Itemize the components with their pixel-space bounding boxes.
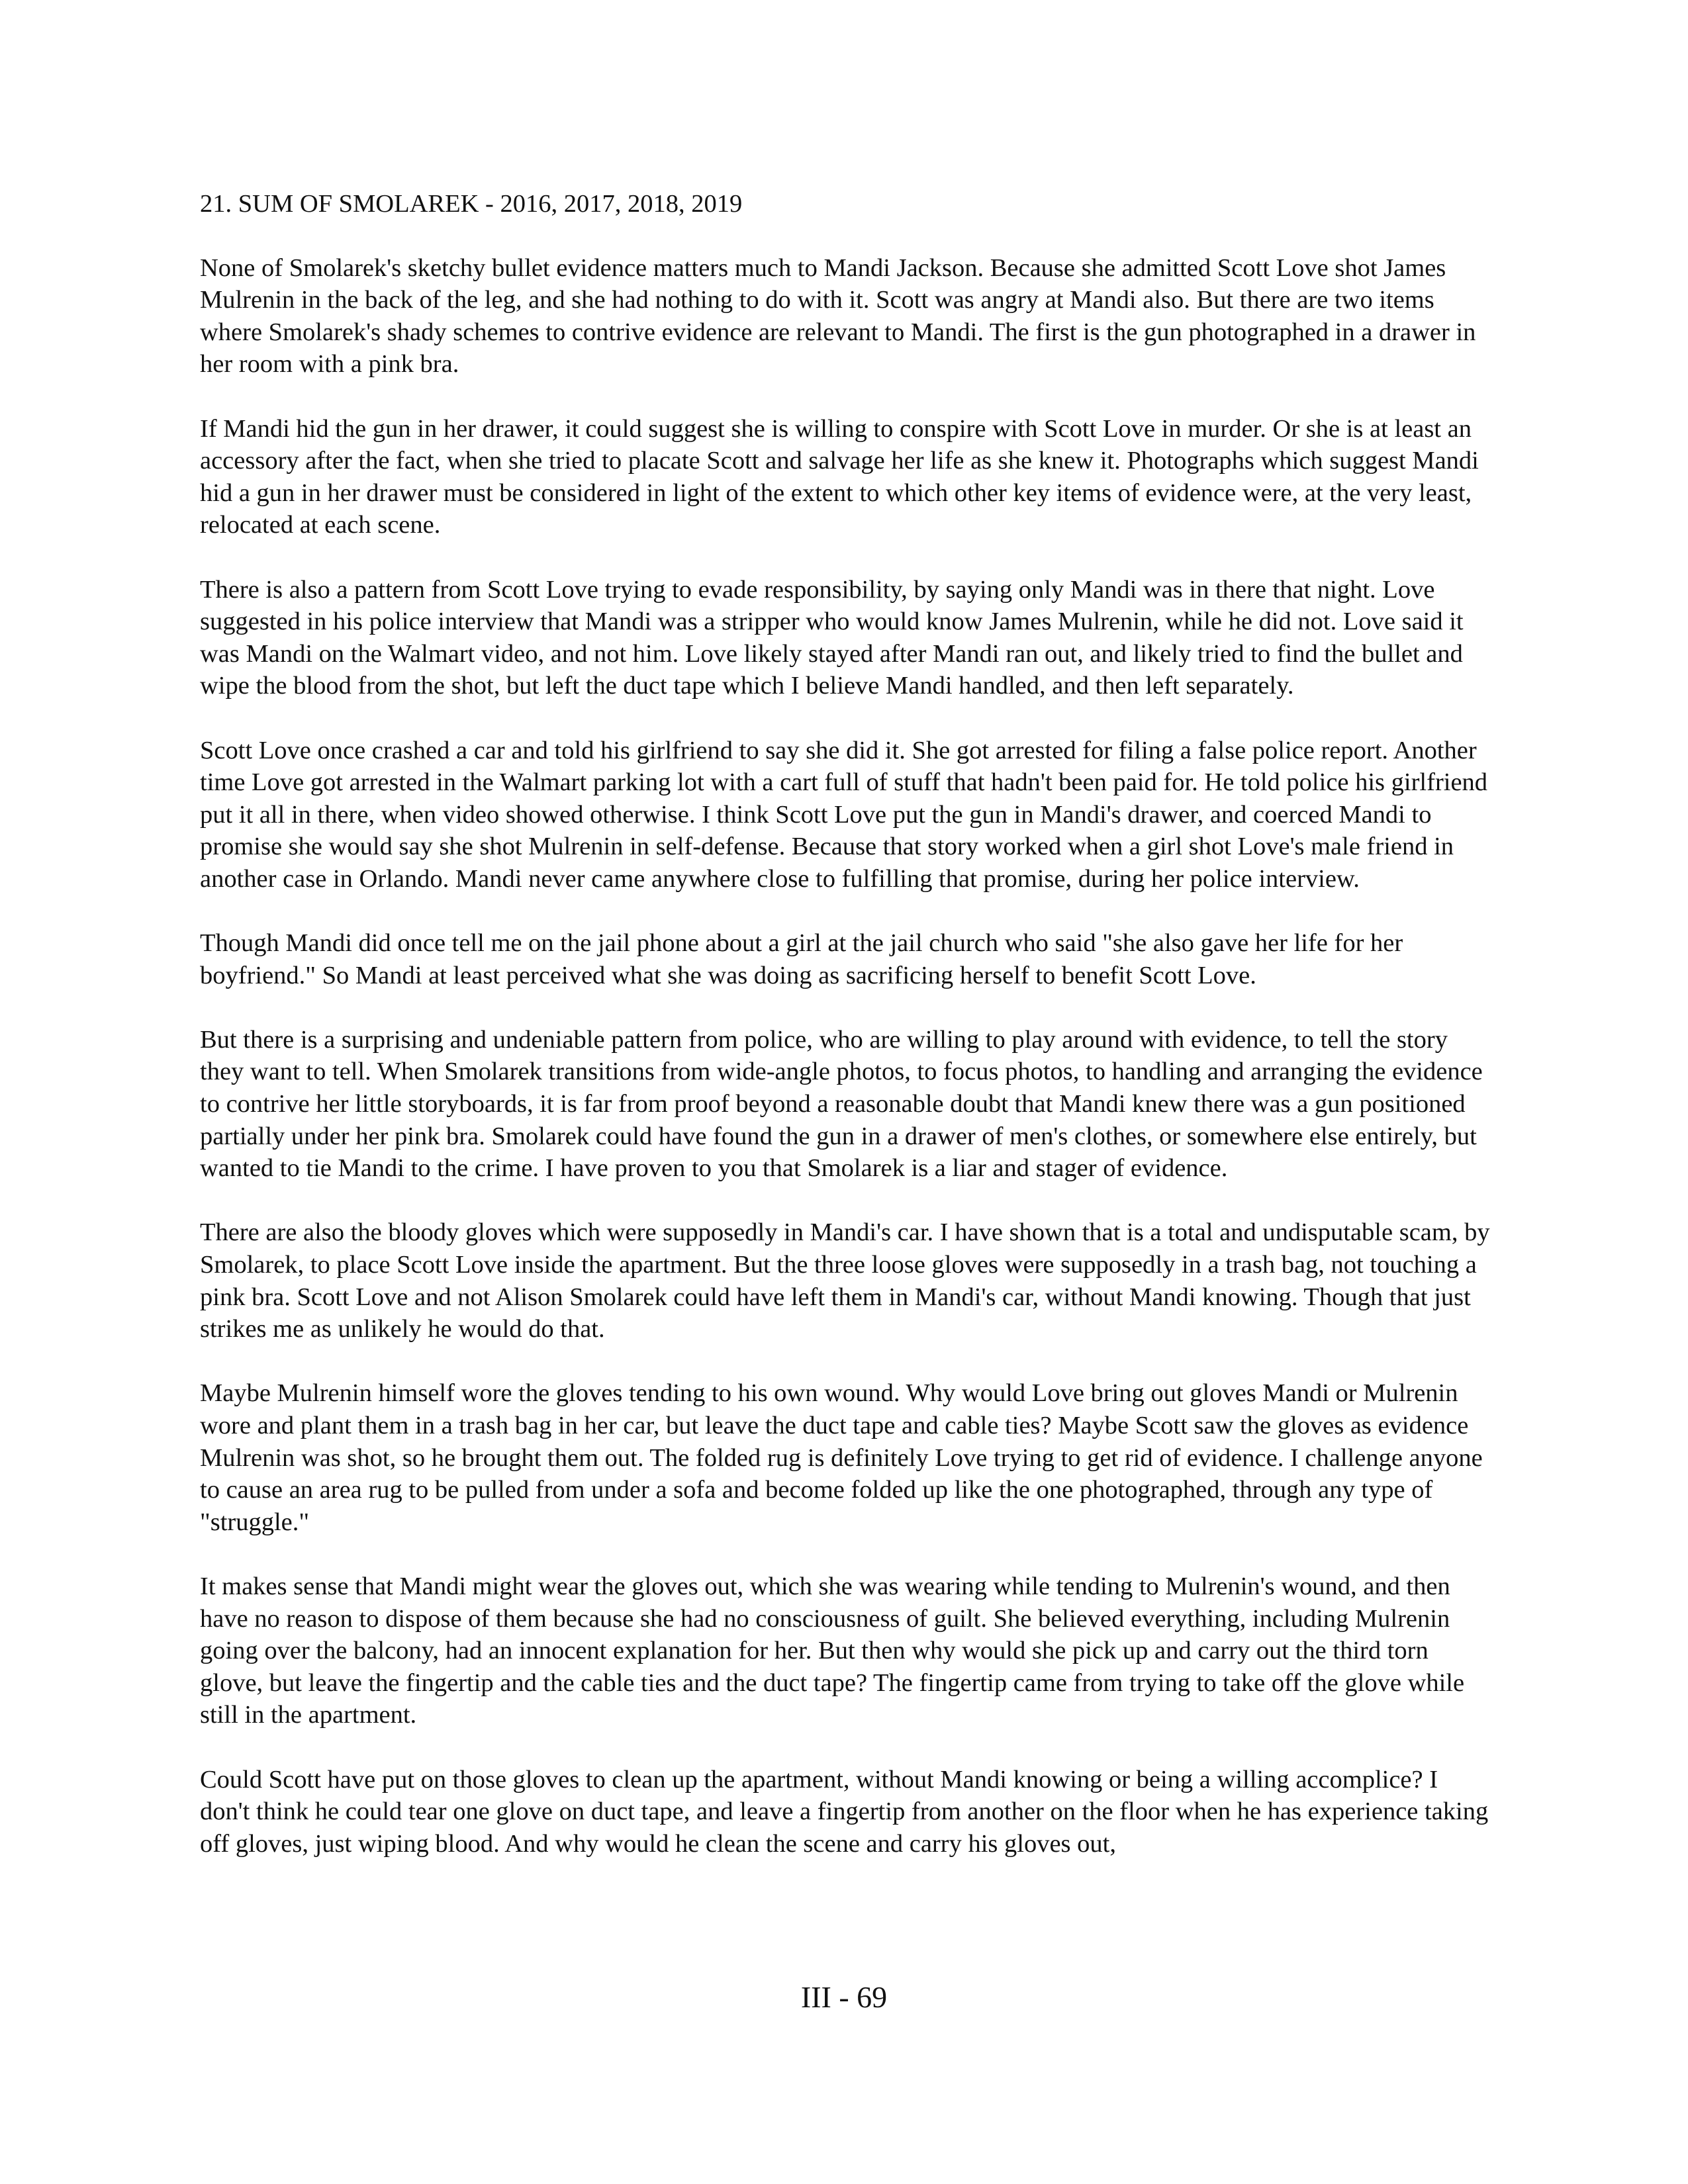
section-heading: 21. SUM OF SMOLAREK - 2016, 2017, 2018, 2019: [200, 190, 743, 218]
paragraph-10: Could Scott have put on those gloves to clean up the apartment, without Mandi knowing or being a willing accomplice? I don't think he could tear one glove on duct tape, and leave a fingertip from another on the floor when he has experience taking off gloves, just wiping blood. And why would he clean the scene and carry his gloves out,: [200, 1765, 1489, 1858]
paragraph-7: There are also the bloody gloves which were supposedly in Mandi's car. I have shown that is a total and undisputable scam, by Smolarek, to place Scott Love inside the apartment. But the three loose gloves were supposedly in a trash bag, not touching a pink bra. Scott Love and not Alison Smolarek could have left them in Mandi's car, without Mandi knowing. Though that just strikes me as unlikely he would do that.: [200, 1218, 1490, 1343]
paragraph-3: There is also a pattern from Scott Love trying to evade responsibility, by saying only Mandi was in there that night. Love suggested in his police interview that Mandi was a stripper who would know James Mulrenin, while he did not. Love said it was Mandi on the Walmart video, and not him. Love likely stayed after Mandi ran out, and likely tried to find the bullet and wipe the blood from the shot, but left the duct tape which I believe Mandi handled, and then left separately.: [200, 575, 1464, 700]
paragraph-8: Maybe Mulrenin himself wore the gloves tending to his own wound. Why would Love bring out gloves Mandi or Mulrenin wore and plant them in a trash bag in her car, but leave the duct tape and cable ties? Maybe Scott saw the gloves as evidence Mulrenin was shot, so he brought them out. The folded rug is definitely Love trying to get rid of evidence. I challenge anyone to cause an area rug to be pulled from under a sofa and become folded up like the one photographed, through any type of "struggle.": [200, 1379, 1483, 1536]
paragraph-9: It makes sense that Mandi might wear the gloves out, which she was wearing while tending to Mulrenin's wound, and then have no reason to dispose of them because she had no consciousness of guilt. She believed everything, including Mulrenin going over the balcony, had an innocent explanation for her. But then why would she pick up and carry out the third torn glove, but leave the fingertip and the cable ties and the duct tape? The fingertip came from trying to take off the glove while still in the apartment.: [200, 1572, 1465, 1729]
paragraph-5: Though Mandi did once tell me on the jail phone about a girl at the jail church who said "she also gave her life for her boyfriend." So Mandi at least perceived what she was doing as sacrificing herself to benefit Scott Love.: [200, 929, 1403, 989]
paragraph-1: None of Smolarek's sketchy bullet evidence matters much to Mandi Jackson. Because she admitted Scott Love shot James Mulrenin in the back of the leg, and she had nothing to do with it. Scott was angry at Mandi also. But there are two items where Smolarek's shady schemes to contrive evidence are relevant to Mandi. The first is the gun photographed in a drawer in her room with a pink bra.: [200, 253, 1476, 379]
document-body: [200, 188, 1491, 1860]
paragraph-2: If Mandi hid the gun in her drawer, it could suggest she is willing to conspire with Scott Love in murder. Or she is at least an accessory after the fact, when she tried to placate Scott and salvage her life as she knew it. Photographs which suggest Mandi hid a gun in her drawer must be considered in light of the extent to which other key items of evidence were, at the very least, relocated at each scene.: [200, 414, 1479, 539]
paragraph-4: Scott Love once crashed a car and told his girlfriend to say she did it. She got arrested for filing a false police report. Another time Love got arrested in the Walmart parking lot with a cart full of stuff that hadn't been paid for. He told police his girlfriend put it all in there, when video showed otherwise. I think Scott Love put the gun in Mandi's drawer, and coerced Mandi to promise she would say she shot Mulrenin in self-defense. Because that story worked when a girl shot Love's male friend in another case in Orlando. Mandi never came anywhere close to fulfilling that promise, during her police interview.: [200, 736, 1488, 893]
paragraph-6: But there is a surprising and undeniable pattern from police, who are willing to play around with evidence, to tell the story they want to tell. When Smolarek transitions from wide-angle photos, to focus photos, to handling and arranging the evidence to contrive her little storyboards, it is far from proof beyond a reasonable doubt that Mandi knew there was a gun positioned partially under her pink bra. Smolarek could have found the gun in a drawer of men's clothes, or somewhere else entirely, but wanted to tie Mandi to the crime. I have proven to you that Smolarek is a liar and stager of evidence.: [200, 1025, 1483, 1183]
page-number: III - 69: [800, 1980, 888, 2014]
